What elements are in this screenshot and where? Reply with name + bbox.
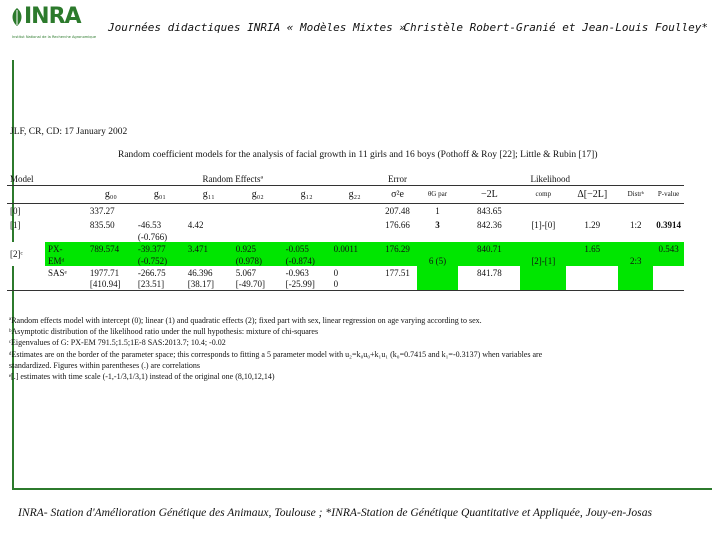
table-row-highlighted: EMᵈ (-0.752) (0.978) (-0.874) 6 (5) [2]-[1] 2:3 xyxy=(7,255,684,266)
footnote-e: ᵉ[.] estimates with time scale (-1,-1/3,1/3,1) instead of the original one (8,10,12,14) xyxy=(9,372,275,382)
table-footnotes xyxy=(9,315,542,382)
table-row: SASᵉ 1977.71 -266.75 46.396 5.067 -0.963 0 177.51 841.78 xyxy=(7,266,684,279)
inra-logo xyxy=(8,4,96,46)
table-row: (-0.766) xyxy=(137,231,168,242)
logo-tagline: Institut National de la Recherche Agronomique xyxy=(12,35,97,39)
col-distr: Distrᵇ xyxy=(618,185,653,203)
leaf-icon xyxy=(10,7,24,27)
slide-footer: INRA- Station d'Amélioration Génétique des Animaux, Toulouse ; *INRA-Station de Génétique Quantitative et Appliquée, Jouy-en-Josas xyxy=(18,506,652,519)
footnote-c: ᶜEigenvalues of G: PX-EM 791.5;1.5;1E-8 SAS:2013.7; 10.4; -0.02 xyxy=(9,338,226,348)
slide-title: Journées didactiques INRIA « Modèles Mixtes » xyxy=(108,21,407,34)
group-header-row xyxy=(7,173,684,185)
logo-text: INRA xyxy=(24,4,81,29)
slide-header xyxy=(0,0,720,62)
footnote-d: ᵈEstimates are on the border of the parameter space; this corresponds to fitting a 5 parameter model with u₂=k₀u₀+k₁u₁ (k₀=0.7415 and k₁=-0.3137) when variables are xyxy=(9,349,543,359)
col-theta: θG par xyxy=(417,185,459,203)
col-g00: g₀₀ xyxy=(87,185,135,203)
table-row: [1] 835.50 -46.53 4.42 176.66 3 842.36 [1]-[0] 1.29 1:2 0.3914 xyxy=(10,219,681,230)
table-row-highlighted: [2]ᶜ PX- 789.574 -39.377 3.471 0.925 -0.055 0.0011 176.29 840.71 1.65 0.543 xyxy=(7,242,684,255)
col-g01: g₀₁ xyxy=(135,185,185,203)
bottom-divider xyxy=(12,488,712,490)
col-pvalue: P-value xyxy=(653,185,684,203)
header-model: Model xyxy=(7,173,45,185)
document-stamp: JLF, CR, CD: 17 January 2002 xyxy=(10,127,128,137)
col-g11: g₁₁ xyxy=(185,185,233,203)
results-table xyxy=(7,173,684,291)
col-comp: comp xyxy=(520,185,566,203)
col-g12: g₁₂ xyxy=(283,185,331,203)
header-random-effects: Random Effectsª xyxy=(135,173,331,185)
column-header-row xyxy=(7,185,684,203)
table-row: [410.94] [23.51] [38.17] [-49.70] [-25.99] 0 xyxy=(7,279,684,290)
table-row: [0] 337.27 207.48 1 843.65 xyxy=(10,205,502,216)
col-g22: g₂₂ xyxy=(331,185,379,203)
header-error: Error xyxy=(379,173,417,185)
table-caption: Random coefficient models for the analysis of facial growth in 11 girls and 16 boys (Pothoff & Roy [22]; Little & Rubin [17]) xyxy=(118,150,598,160)
col-sigma: σ²e xyxy=(379,185,417,203)
col-m2l: −2L xyxy=(458,185,520,203)
col-delta: Δ[−2L] xyxy=(566,185,618,203)
footnote-b: ᵇAsymptotic distribution of the likelihood ratio under the null hypothesis: mixture of chi-squares xyxy=(9,327,319,337)
footnote-a: ªRandom effects model with intercept (0); linear (1) and quadratic effects (2); fixed part with sex, linear regression on age varying according to sex. xyxy=(9,316,482,325)
slide-authors: Christèle Robert-Granié et Jean-Louis Foulley* xyxy=(403,21,708,34)
col-g02: g₀₂ xyxy=(233,185,283,203)
footnote-d-cont: standardized. Figures within parentheses (.) are correlations xyxy=(9,360,201,370)
header-likelihood: Likelihood xyxy=(417,173,684,185)
